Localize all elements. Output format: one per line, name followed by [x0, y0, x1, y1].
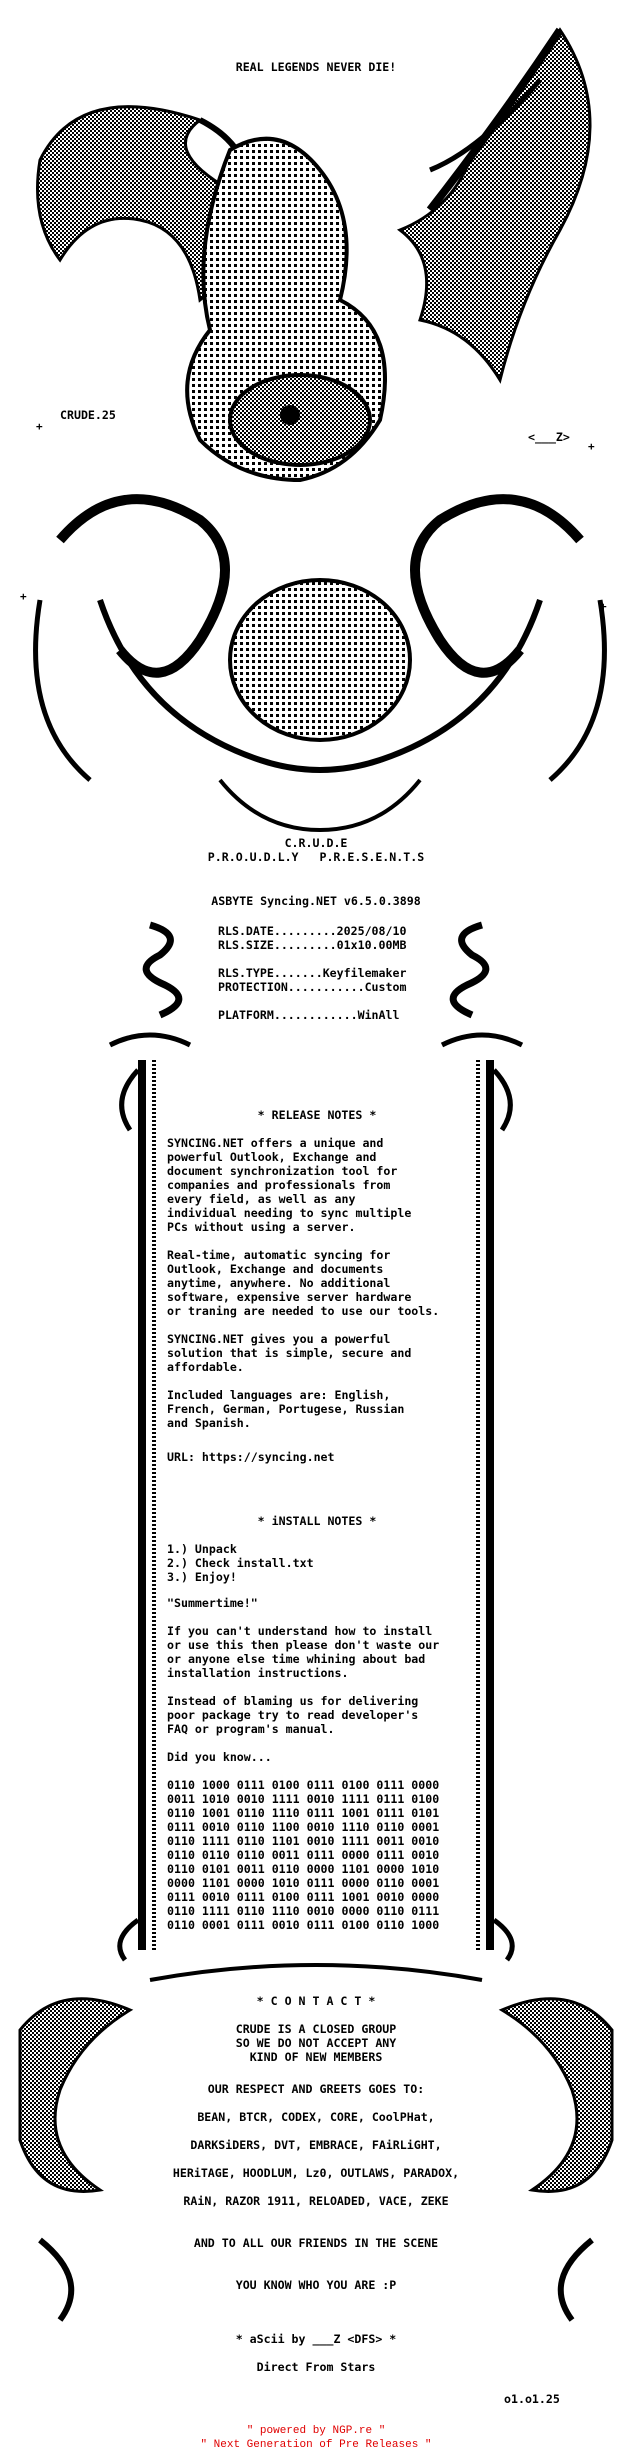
info-line: PROTECTION...........Custom	[218, 980, 407, 994]
binary-block: 0110 1000 0111 0100 0111 0100 0111 0000 0011 1010 0010 1111 0010 1111 0111 0100 0110 1001 0110 1110 0111 1001 0111 0101 0111 0010 0110 1100 0010 1110 0110 0001 0110 1111 0110 1101 0010 1111 0011 0010 0110 0110 0110 0011 0111 0000 0111 0010 0110 0101 0011 0110 0000 1101 0000 1010 0000 1101 0000 1010 0111 0000 0110 0001 0111 0010 0111 0100 0111 1001 0010 0000 0110 1111 0110 1110 0010 0000 0110 0111 0110 0001 0111 0010 0111 0100 0110 1000	[167, 1778, 440, 1932]
swirl-ornament	[0, 915, 632, 1075]
install-paragraph: Instead of blaming us for delivering poor package try to read developer's FAQ or program's manual.	[167, 1694, 419, 1736]
info-line: RLS.DATE.........2025/08/10	[218, 924, 407, 938]
svg-text:+: +	[588, 440, 595, 453]
footer-powered-by: " powered by NGP.re "	[246, 2425, 386, 2437]
know-line: YOU KNOW WHO YOU ARE :P	[235, 2278, 397, 2292]
greets-line: RAiN, RAZOR 1911, RELOADED, VACE, ZEKE	[183, 2194, 449, 2208]
install-paragraph: If you can't understand how to install or use this then please don't waste our or anyone else time whining about bad installation instructions.	[167, 1624, 440, 1680]
notes-paragraph: Real-time, automatic syncing for Outlook, Exchange and documents anytime, anywhere. No additional software, expensive server hardware or traning are needed to use our tools.	[167, 1248, 440, 1318]
friends-line: AND TO ALL OUR FRIENDS IN THE SCENE	[193, 2236, 439, 2250]
greets-line: DARKSiDERS, DVT, EMBRACE, FAiRLiGHT,	[190, 2138, 442, 2152]
greets-heading: OUR RESPECT AND GREETS GOES TO:	[207, 2082, 425, 2096]
contact-heading: * C O N T A C T *	[256, 1994, 376, 2008]
greets-line: BEAN, BTCR, CODEX, CORE, CoolPHat,	[197, 2110, 435, 2124]
product-url: URL: https://syncing.net	[167, 1450, 335, 1464]
tagline: REAL LEGENDS NEVER DIE!	[235, 60, 397, 74]
version-tag: o1.o1.25	[504, 2392, 560, 2406]
release-title: ASBYTE Syncing.NET v6.5.0.3898	[211, 894, 421, 908]
notes-paragraph: SYNCING.NET offers a unique and powerful Outlook, Exchange and document synchronization tool for companies and professionals from every field, as well as any individual needing to sync multiple PCs without using a server.	[167, 1136, 412, 1234]
notes-paragraph: Included languages are: English, French, German, Portugese, Russian and Spanish.	[167, 1388, 405, 1430]
info-line: RLS.TYPE.......Keyfilemaker	[218, 966, 407, 980]
install-steps: 1.) Unpack 2.) Check install.txt 3.) Enjoy!	[167, 1542, 314, 1584]
svg-text:+: +	[600, 600, 607, 613]
proudly-presents: P.R.O.U.D.L.Y P.R.E.S.E.N.T.S	[207, 850, 425, 864]
right-tag: <___Z>	[528, 430, 570, 444]
dfs-line: Direct From Stars	[256, 2360, 376, 2374]
did-you-know: Did you know...	[167, 1750, 272, 1764]
footer-tagline: " Next Generation of Pre Releases "	[200, 2439, 432, 2451]
svg-text:+: +	[36, 420, 43, 433]
group-name: C.R.U.D.E	[284, 836, 348, 850]
greets-line: HERiTAGE, HOODLUM, Lz0, OUTLAWS, PARADOX,	[172, 2166, 460, 2180]
ascii-credit: * aScii by ___Z <DFS> *	[235, 2332, 397, 2346]
release-notes-heading: * RELEASE NOTES *	[257, 1108, 377, 1122]
info-line: PLATFORM............WinAll	[218, 1008, 400, 1022]
left-tag: CRUDE.25	[60, 408, 116, 422]
svg-text:+: +	[20, 590, 27, 603]
install-quote: "Summertime!"	[167, 1596, 258, 1610]
install-notes-heading: * iNSTALL NOTES *	[257, 1514, 377, 1528]
info-line: RLS.SIZE.........01x10.00MB	[218, 938, 407, 952]
notes-paragraph: SYNCING.NET gives you a powerful solution that is simple, secure and affordable.	[167, 1332, 412, 1374]
closed-group-notice: CRUDE IS A CLOSED GROUP SO WE DO NOT ACCEPT ANY KIND OF NEW MEMBERS	[235, 2022, 397, 2064]
